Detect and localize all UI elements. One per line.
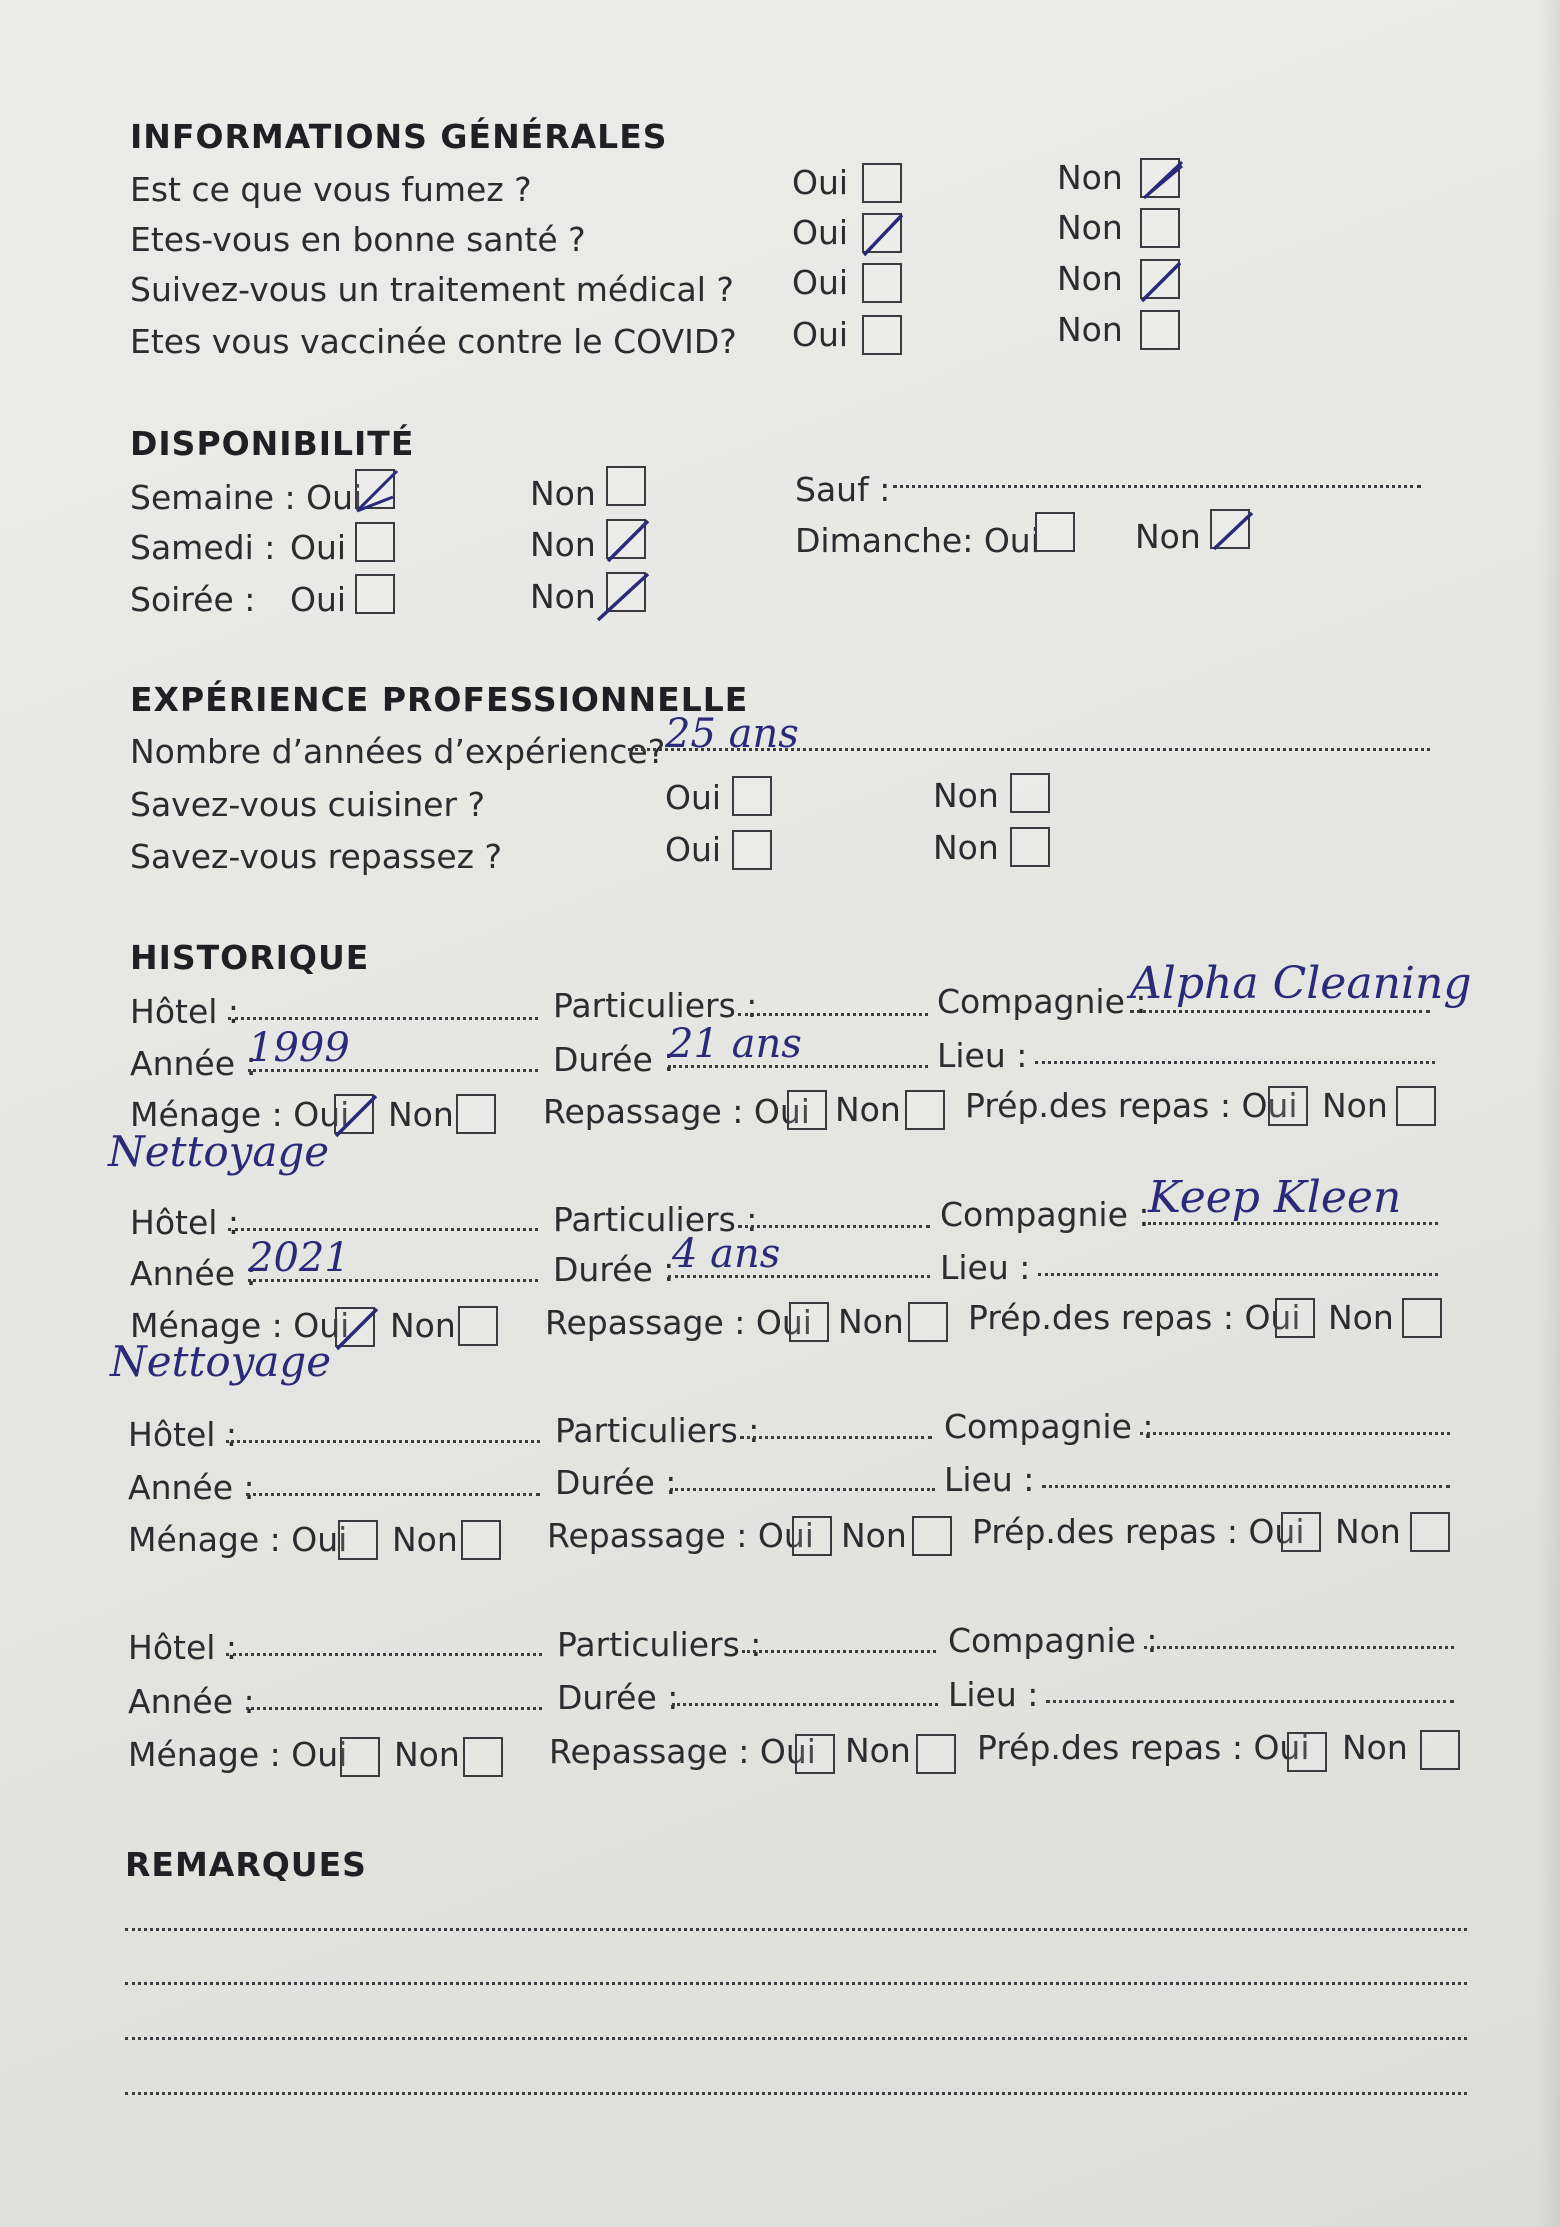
label-non: Non [1335, 1512, 1401, 1551]
label-non: Non [530, 577, 596, 616]
particuliers-dotted-line[interactable] [738, 1225, 930, 1228]
label-compagnie: Compagnie : [944, 1407, 1154, 1446]
checkbox-semaine-oui[interactable] [355, 469, 395, 509]
question-treatment: Suivez-vous un traitement médical ? [130, 270, 734, 309]
checkbox-menage-oui[interactable] [335, 1307, 375, 1347]
label-non: Non [530, 474, 596, 513]
label-prep: Prép.des repas : Oui [965, 1086, 1298, 1125]
section-title-experience: EXPÉRIENCE PROFESSIONNELLE [130, 680, 749, 719]
checkbox-repassage-non[interactable] [905, 1090, 945, 1130]
handwritten-duree: 21 ans [668, 1021, 802, 1067]
handwritten-annee: 2021 [248, 1235, 350, 1281]
label-non: Non [835, 1090, 901, 1129]
checkbox-smoke-non[interactable] [1140, 158, 1180, 198]
label-menage: Ménage : Oui [130, 1306, 350, 1345]
question-health: Etes-vous en bonne santé ? [130, 220, 586, 259]
checkbox-menage-oui[interactable] [334, 1094, 374, 1134]
check-mark-icon [332, 1092, 380, 1140]
checkbox-menage-non[interactable] [461, 1520, 501, 1560]
label-hotel: Hôtel : [128, 1415, 238, 1454]
label-duree: Durée : [555, 1463, 677, 1502]
label-particuliers: Particuliers : [555, 1411, 760, 1450]
question-cook: Savez-vous cuisiner ? [130, 785, 486, 824]
label-menage: Ménage : Oui [130, 1095, 350, 1134]
label-duree: Durée : [557, 1678, 679, 1717]
annee-dotted-line[interactable] [246, 1707, 542, 1710]
remarks-line-4[interactable] [125, 2092, 1467, 2095]
hotel-dotted-line[interactable] [228, 1017, 538, 1020]
label-semaine: Semaine : Oui [130, 478, 363, 517]
remarks-line-1[interactable] [125, 1928, 1467, 1931]
label-oui: Oui [665, 778, 722, 817]
checkbox-cook-non[interactable] [1010, 773, 1050, 813]
checkbox-covid-non[interactable] [1140, 310, 1180, 350]
checkbox-prep-oui[interactable] [1275, 1298, 1315, 1338]
checkbox-samedi-non[interactable] [606, 519, 646, 559]
label-repassage: Repassage : Oui [547, 1516, 814, 1555]
label-non: Non [933, 776, 999, 815]
label-non: Non [933, 828, 999, 867]
label-dimanche: Dimanche: Oui [795, 521, 1040, 560]
handwritten-note: Nettoyage [108, 1127, 330, 1176]
label-prep: Prép.des repas : Oui [968, 1298, 1301, 1337]
checkbox-prep-oui[interactable] [1268, 1086, 1308, 1126]
checkbox-dimanche-non[interactable] [1210, 509, 1250, 549]
checkbox-prep-oui[interactable] [1281, 1512, 1321, 1552]
label-non: Non [1322, 1086, 1388, 1125]
lieu-dotted-line[interactable] [1035, 1061, 1435, 1064]
checkbox-soiree-non[interactable] [606, 572, 646, 612]
checkbox-prep-non[interactable] [1410, 1512, 1450, 1552]
label-non: Non [392, 1520, 458, 1559]
checkbox-smoke-oui[interactable] [862, 163, 902, 203]
label-non: Non [1328, 1298, 1394, 1337]
checkbox-samedi-oui[interactable] [355, 522, 395, 562]
check-mark-icon [353, 467, 401, 515]
label-compagnie: Compagnie : [937, 982, 1147, 1021]
checkbox-repassage-oui[interactable] [789, 1302, 829, 1342]
label-menage: Ménage : Oui [128, 1735, 348, 1774]
label-non: Non [530, 525, 596, 564]
section-title-remarks: REMARQUES [125, 1845, 367, 1884]
checkbox-menage-non[interactable] [456, 1094, 496, 1134]
check-mark-icon [333, 1305, 381, 1353]
checkbox-menage-non[interactable] [463, 1737, 503, 1777]
checkbox-prep-oui[interactable] [1287, 1732, 1327, 1772]
label-annee: Année : [130, 1254, 257, 1293]
label-years-experience: Nombre d’années d’expérience? [130, 732, 666, 771]
check-mark-icon [860, 211, 908, 259]
label-hotel: Hôtel : [130, 1203, 240, 1242]
compagnie-dotted-line[interactable] [1140, 1432, 1450, 1435]
label-particuliers: Particuliers : [553, 1200, 758, 1239]
checkbox-cook-oui[interactable] [732, 776, 772, 816]
checkbox-repassage-oui[interactable] [795, 1734, 835, 1774]
annee-dotted-line[interactable] [246, 1493, 540, 1496]
particuliers-dotted-line[interactable] [738, 1013, 928, 1016]
sauf-dotted-line[interactable] [893, 485, 1421, 488]
label-non: Non [1135, 517, 1201, 556]
checkbox-menage-oui[interactable] [338, 1520, 378, 1560]
checkbox-covid-oui[interactable] [862, 315, 902, 355]
label-sauf: Sauf : [795, 470, 891, 509]
remarks-line-3[interactable] [125, 2037, 1467, 2040]
label-repassage: Repassage : Oui [543, 1092, 810, 1131]
checkbox-iron-oui[interactable] [732, 830, 772, 870]
section-title-availability: DISPONIBILITÉ [130, 424, 415, 463]
handwritten-compagnie: Alpha Cleaning [1130, 958, 1472, 1009]
label-hotel: Hôtel : [128, 1628, 238, 1667]
handwritten-duree: 4 ans [672, 1231, 781, 1277]
question-covid: Etes vous vaccinée contre le COVID? [130, 322, 737, 361]
label-oui: Oui [665, 830, 722, 869]
duree-dotted-line[interactable] [672, 1703, 938, 1706]
hotel-dotted-line[interactable] [228, 1228, 538, 1231]
label-non: Non [390, 1306, 456, 1345]
compagnie-dotted-line[interactable] [1130, 1010, 1430, 1013]
particuliers-dotted-line[interactable] [740, 1436, 932, 1439]
label-non: Non [1057, 208, 1123, 247]
label-compagnie: Compagnie : [940, 1195, 1150, 1234]
label-menage: Ménage : Oui [128, 1520, 348, 1559]
checkbox-semaine-non[interactable] [606, 466, 646, 506]
checkbox-repassage-oui[interactable] [792, 1516, 832, 1556]
duree-dotted-line[interactable] [670, 1488, 935, 1491]
checkbox-health-oui[interactable] [862, 213, 902, 253]
label-lieu: Lieu : [937, 1036, 1028, 1075]
checkbox-health-non[interactable] [1140, 208, 1180, 248]
checkbox-treatment-non[interactable] [1140, 259, 1180, 299]
handwritten-note: Nettoyage [110, 1337, 332, 1386]
label-non: Non [1057, 259, 1123, 298]
checkbox-repassage-non[interactable] [912, 1516, 952, 1556]
check-mark-icon [1138, 156, 1186, 204]
label-soiree: Soirée : [130, 580, 256, 619]
label-prep: Prép.des repas : Oui [977, 1728, 1310, 1767]
particuliers-dotted-line[interactable] [742, 1650, 936, 1653]
checkbox-dimanche-oui[interactable] [1035, 512, 1075, 552]
checkbox-menage-oui[interactable] [340, 1737, 380, 1777]
checkbox-prep-non[interactable] [1402, 1298, 1442, 1338]
handwritten-annee: 1999 [248, 1025, 350, 1071]
lieu-dotted-line[interactable] [1042, 1485, 1450, 1488]
question-smoke: Est ce que vous fumez ? [130, 170, 532, 209]
label-particuliers: Particuliers : [557, 1625, 762, 1664]
label-oui: Oui [290, 580, 347, 619]
label-oui: Oui [290, 528, 347, 567]
section-title-history: HISTORIQUE [130, 938, 370, 977]
label-non: Non [388, 1095, 454, 1134]
label-repassage: Repassage : Oui [545, 1303, 812, 1342]
compagnie-dotted-line[interactable] [1144, 1646, 1454, 1649]
checkbox-soiree-oui[interactable] [355, 574, 395, 614]
label-non: Non [845, 1731, 911, 1770]
label-hotel: Hôtel : [130, 992, 240, 1031]
label-non: Non [1057, 158, 1123, 197]
label-non: Non [1057, 310, 1123, 349]
remarks-line-2[interactable] [125, 1982, 1467, 1985]
label-annee: Année : [128, 1468, 255, 1507]
label-samedi: Samedi : [130, 528, 276, 567]
label-lieu: Lieu : [940, 1248, 1031, 1287]
lieu-dotted-line[interactable] [1038, 1273, 1438, 1276]
label-duree: Durée : [553, 1250, 675, 1289]
label-prep: Prép.des repas : Oui [972, 1512, 1305, 1551]
section-title-general: INFORMATIONS GÉNÉRALES [130, 117, 668, 156]
label-non: Non [394, 1735, 460, 1774]
label-oui: Oui [792, 163, 849, 202]
check-mark-icon [1208, 507, 1256, 555]
label-particuliers: Particuliers : [553, 986, 758, 1025]
hotel-dotted-line[interactable] [226, 1653, 542, 1656]
question-iron: Savez-vous repassez ? [130, 837, 502, 876]
label-compagnie: Compagnie : [948, 1621, 1158, 1660]
checkbox-prep-non[interactable] [1396, 1086, 1436, 1126]
check-mark-icon [604, 517, 652, 565]
checkbox-menage-non[interactable] [458, 1306, 498, 1346]
handwritten-years-value: 25 ans [665, 711, 799, 757]
label-lieu: Lieu : [948, 1675, 1039, 1714]
label-duree: Durée : [553, 1040, 675, 1079]
check-mark-icon [604, 570, 652, 618]
checkbox-repassage-oui[interactable] [787, 1090, 827, 1130]
label-lieu: Lieu : [944, 1460, 1035, 1499]
label-non: Non [838, 1302, 904, 1341]
hotel-dotted-line[interactable] [226, 1440, 540, 1443]
checkbox-repassage-non[interactable] [908, 1302, 948, 1342]
checkbox-prep-non[interactable] [1420, 1730, 1460, 1770]
label-repassage: Repassage : Oui [549, 1732, 816, 1771]
label-annee: Année : [128, 1682, 255, 1721]
label-oui: Oui [792, 315, 849, 354]
checkbox-iron-non[interactable] [1010, 827, 1050, 867]
handwritten-compagnie: Keep Kleen [1148, 1172, 1402, 1223]
checkbox-repassage-non[interactable] [916, 1734, 956, 1774]
label-oui: Oui [792, 263, 849, 302]
paper-edge-shadow [1538, 0, 1560, 2227]
checkbox-treatment-oui[interactable] [862, 263, 902, 303]
lieu-dotted-line[interactable] [1046, 1700, 1454, 1703]
check-mark-icon [1138, 257, 1186, 305]
label-oui: Oui [792, 213, 849, 252]
label-non: Non [841, 1516, 907, 1555]
label-annee: Année : [130, 1044, 257, 1083]
label-non: Non [1342, 1728, 1408, 1767]
